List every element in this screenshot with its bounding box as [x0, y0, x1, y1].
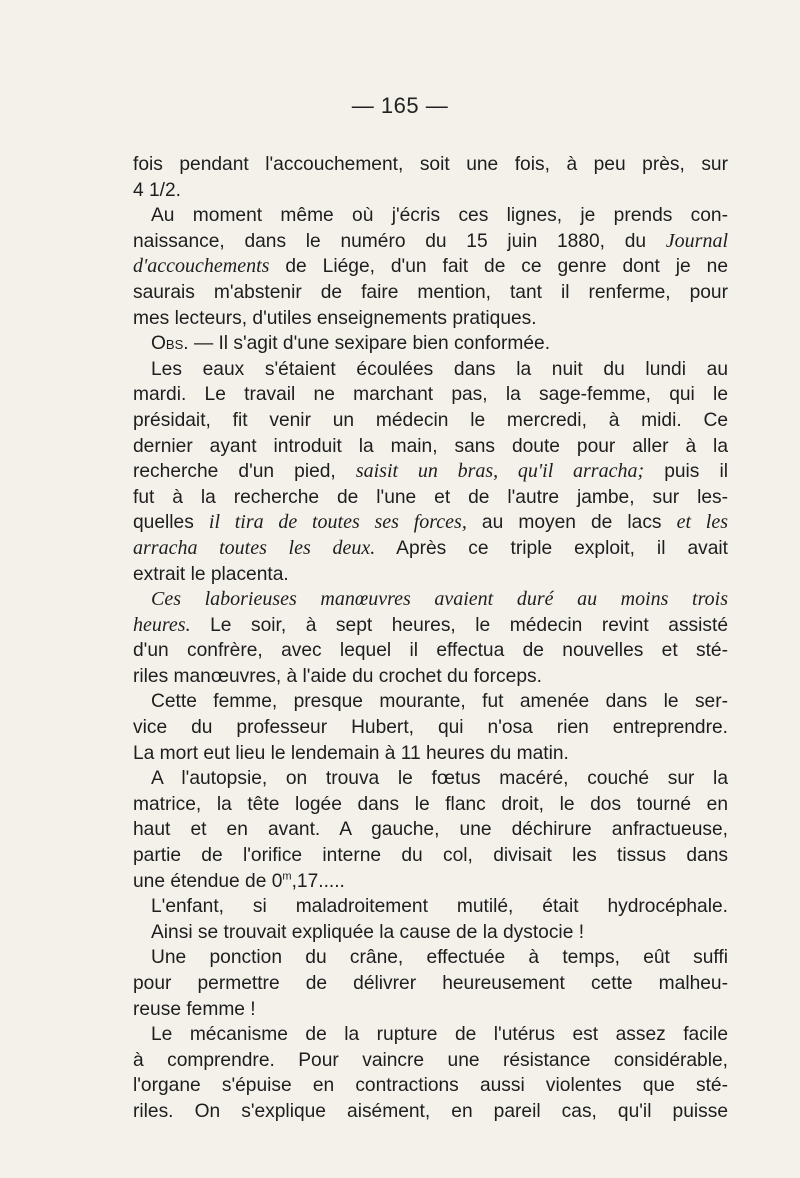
text-segment: haut et en avant. A gauche, une déchirure anfractueuse, [133, 819, 728, 841]
text-line [133, 792, 728, 818]
text-segment: Le soir, à sept heures, le médecin revint assisté [190, 614, 728, 636]
text-segment: Cette femme, presque mourante, fut amenée dans le ser- [151, 691, 728, 713]
text-segment: Ainsi se trouvait expliquée la cause de la dystocie ! [151, 921, 585, 943]
text-segment: riles. On s'explique aisément, en pareil cas, qu'il puisse [133, 1100, 728, 1122]
text-line [133, 459, 728, 485]
text-segment: Obs. [151, 333, 189, 355]
text-segment: La mort eut lieu le lendemain à 11 heures du matin. [133, 742, 569, 764]
text-line [133, 254, 728, 280]
text-segment: puis il [644, 461, 729, 483]
text-line [133, 203, 728, 229]
text-line [133, 280, 728, 306]
text-line [133, 945, 728, 971]
text-segment: pour permettre de délivrer heureusement cette malheu- [133, 973, 728, 994]
text-line [133, 664, 728, 690]
text-line [133, 434, 728, 460]
text-line [133, 178, 728, 204]
text-line [133, 1022, 728, 1048]
text-segment: il tira de toutes ses forces, [208, 511, 467, 534]
text-segment: naissance, dans le numéro du 15 juin 1880, du [133, 230, 666, 252]
text-line [133, 536, 728, 562]
text-segment: une étendue de 0 [133, 870, 283, 892]
text-segment: A l'autopsie, on trouva le fœtus macéré, couché sur la [151, 768, 728, 790]
text-segment: — Il s'agit d'une sexipare bien conformée. [188, 333, 551, 355]
text-line [133, 485, 728, 511]
text-line [133, 638, 728, 664]
text-line [133, 613, 728, 639]
text-segment: recherche d'un pied, [133, 461, 356, 483]
text-line [133, 562, 728, 588]
text-segment: dernier ayant introduit la main, sans doute pour aller à la [133, 435, 728, 457]
text-line [133, 1073, 728, 1099]
text-segment: fois pendant l'accouchement, soit une fois, à peu près, sur [133, 154, 728, 175]
text-line [133, 357, 728, 383]
text-segment: vice du professeur Hubert, qui n'osa rien entreprendre. [133, 717, 728, 739]
text-segment: d'accouchements [133, 255, 270, 278]
text-segment: mes lecteurs, d'utiles enseignements pratiques. [133, 307, 537, 329]
text-segment: 4 1/2. [133, 179, 182, 201]
text-segment: Journal [665, 229, 728, 252]
text-segment: Les eaux s'étaient écoulées dans la nuit du lundi au [151, 358, 728, 380]
text-line [133, 817, 728, 843]
text-segment: fut à la recherche de l'une et de l'autre jambe, sur les- [133, 486, 728, 508]
text-line [133, 689, 728, 715]
text-segment: Après ce triple exploit, il avait [375, 537, 728, 559]
text-segment: matrice, la tête logée dans le flanc droit, le dos tourné en [133, 793, 728, 815]
text-segment: présidait, fit venir un médecin le mercredi, à midi. Ce [133, 409, 728, 431]
text-line [133, 971, 728, 997]
text-segment: riles manœuvres, à l'aide du crochet du forceps. [133, 665, 542, 687]
text-segment: ,17..... [291, 870, 345, 892]
text-line [133, 869, 728, 895]
text-line [133, 229, 728, 255]
text-line [133, 715, 728, 741]
text-segment: extrait le placenta. [133, 563, 289, 585]
text-segment: arracha toutes les deux. [133, 536, 376, 559]
text-segment: m [282, 870, 292, 883]
text-line [133, 997, 728, 1023]
text-segment: de Liége, d'un fait de ce genre dont je ne [269, 256, 728, 278]
text-line [133, 741, 728, 767]
text-segment: quelles [133, 512, 209, 534]
text-segment: d'un confrère, avec lequel il effectua de nouvelles et sté- [133, 640, 728, 662]
body-text [133, 152, 728, 1125]
text-segment: heures. [133, 613, 191, 636]
text-line [133, 152, 728, 178]
text-segment: Au moment même où j'écris ces lignes, je prends con- [151, 205, 728, 227]
text-line [133, 1099, 728, 1125]
text-segment: partie de l'orifice interne du col, divisait les tissus dans [133, 845, 728, 867]
text-line [133, 843, 728, 869]
text-line [133, 331, 728, 357]
page-number: — 165 — [351, 93, 449, 118]
text-segment: Ces laborieuses manœuvres avaient duré au moins trois [151, 588, 728, 611]
text-line [133, 920, 728, 946]
text-line [133, 587, 728, 613]
text-segment: à comprendre. Pour vaincre une résistance considérable, [133, 1049, 728, 1071]
text-segment: mardi. Le travail ne marchant pas, la sage-femme, qui le [133, 384, 728, 406]
text-line [133, 766, 728, 792]
text-segment: reuse femme ! [133, 998, 256, 1020]
text-segment: Une ponction du crâne, effectuée à temps, eût suffi [151, 947, 728, 969]
text-line [133, 408, 728, 434]
text-line [133, 510, 728, 536]
text-segment: L'enfant, si maladroitement mutilé, était hydrocéphale. [151, 896, 728, 918]
text-segment: saisit un bras, qu'il arracha; [355, 460, 645, 483]
text-segment: saurais m'abstenir de faire mention, tant il renferme, pour [133, 281, 728, 303]
text-line [133, 382, 728, 408]
text-segment: et les [676, 511, 729, 534]
text-segment: Le mécanisme de la rupture de l'utérus est assez facile [151, 1024, 728, 1046]
text-segment: l'organe s'épuise en contractions aussi violentes que sté- [133, 1075, 728, 1097]
text-segment: au moyen de lacs [466, 512, 677, 534]
text-line [133, 894, 728, 920]
text-line [133, 306, 728, 332]
text-line [133, 1048, 728, 1074]
